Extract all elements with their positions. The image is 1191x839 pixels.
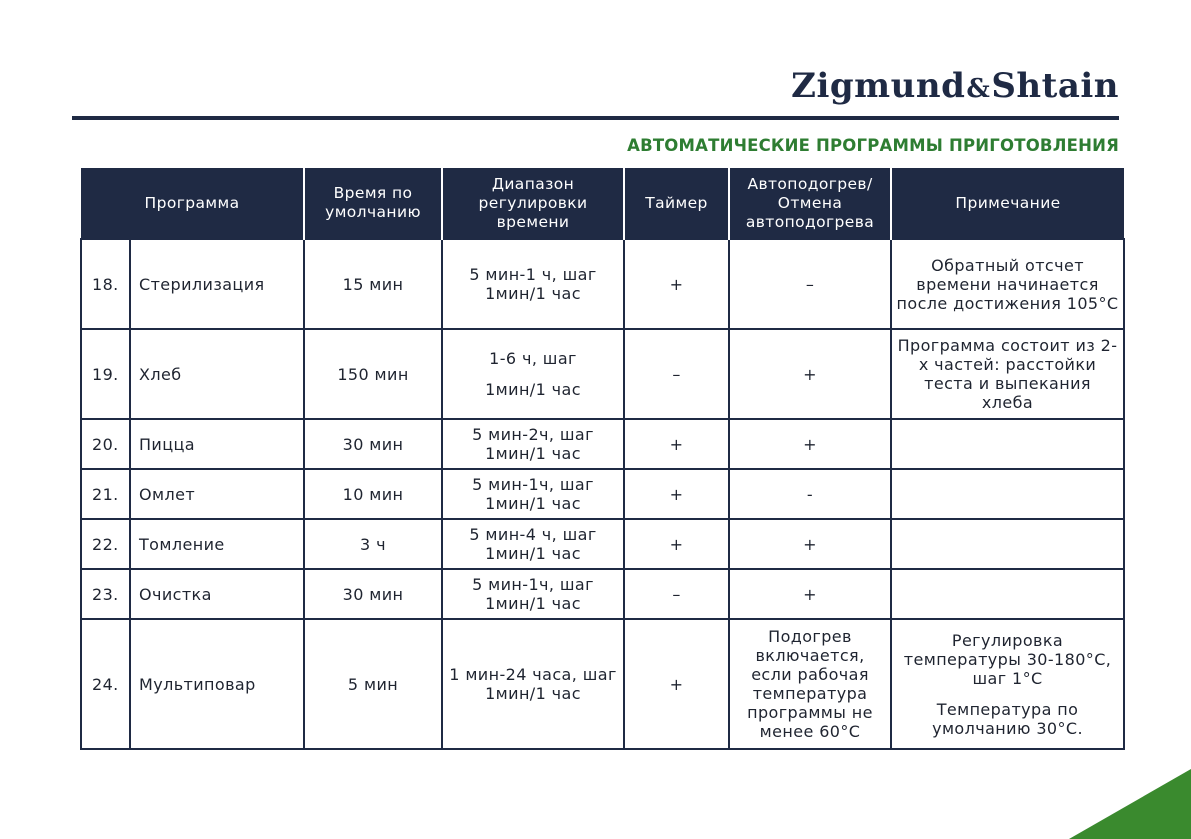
autoheat-flag: + (729, 329, 891, 419)
program-name: Омлет (130, 469, 304, 519)
time-range-text: 1 мин-24 часа, шаг 1мин/1 час (449, 665, 617, 703)
note-text-2: Температура по умолчанию 30°C. (932, 699, 1083, 738)
row-number: 19. (81, 329, 130, 419)
time-range (442, 469, 624, 519)
time-range (442, 519, 624, 569)
table-row (81, 619, 1124, 749)
row-number: 24. (81, 619, 130, 749)
program-name: Томление (130, 519, 304, 569)
header-default-time: Время по умолчанию (304, 168, 442, 239)
program-name: Пицца (130, 419, 304, 469)
time-range-text-2: 1мин/1 час (485, 380, 581, 399)
timer-flag: + (624, 519, 729, 569)
time-range-text: 5 мин-4 ч, шаг 1мин/1 час (469, 525, 597, 563)
row-number: 21. (81, 469, 130, 519)
table-header-row (81, 168, 1124, 239)
autoheat-flag: – (729, 239, 891, 329)
header-program: Программа (81, 168, 304, 239)
time-range (442, 239, 624, 329)
header-autoheat: Автоподогрев/ Отмена автоподогрева (729, 168, 891, 239)
note-text: Программа состоит из 2-х частей: расстойки теста и выпекания хлеба (897, 336, 1118, 412)
note-text: Обратный отсчет времени начинается после достижения 105°C (896, 255, 1119, 313)
note-text: Регулировка температуры 30-180°C, шаг 1°C (903, 630, 1112, 688)
timer-flag: – (624, 569, 729, 619)
table-row (81, 239, 1124, 329)
table-row (81, 419, 1124, 469)
time-range (442, 329, 624, 419)
table-row (81, 569, 1124, 619)
timer-flag: + (624, 469, 729, 519)
note (891, 569, 1124, 619)
time-range-text: 5 мин-1 ч, шаг 1мин/1 час (469, 265, 597, 303)
table-row (81, 519, 1124, 569)
time-range (442, 419, 624, 469)
program-name: Хлеб (130, 329, 304, 419)
time-range-text: 1-6 ч, шаг (489, 349, 577, 368)
default-time: 15 мин (304, 239, 442, 329)
header-range: Диапазон регулировки времени (442, 168, 624, 239)
program-name: Очистка (130, 569, 304, 619)
default-time: 30 мин (304, 569, 442, 619)
note (891, 419, 1124, 469)
note (891, 329, 1124, 419)
autoheat-flag: - (729, 469, 891, 519)
program-name: Стерилизация (130, 239, 304, 329)
timer-flag: + (624, 239, 729, 329)
autoheat-flag: + (729, 419, 891, 469)
autoheat-flag: + (729, 569, 891, 619)
time-range-text: 5 мин-2ч, шаг 1мин/1 час (472, 425, 594, 463)
brand-name-left: Zigmund (791, 66, 966, 106)
default-time: 3 ч (304, 519, 442, 569)
table-row (81, 469, 1124, 519)
time-range (442, 619, 624, 749)
default-time: 5 мин (304, 619, 442, 749)
header-timer: Таймер (624, 168, 729, 239)
time-range (442, 569, 624, 619)
note (891, 519, 1124, 569)
header-note: Примечание (891, 168, 1124, 239)
default-time: 10 мин (304, 469, 442, 519)
row-number: 23. (81, 569, 130, 619)
row-number: 18. (81, 239, 130, 329)
autoheat-flag: + (729, 519, 891, 569)
timer-flag: + (624, 419, 729, 469)
note (891, 469, 1124, 519)
program-name: Мультиповар (130, 619, 304, 749)
time-range-text: 5 мин-1ч, шаг 1мин/1 час (472, 575, 594, 613)
default-time: 30 мин (304, 419, 442, 469)
note (891, 239, 1124, 329)
programs-table (80, 168, 1125, 750)
row-number: 20. (81, 419, 130, 469)
brand-name-right: Shtain (991, 66, 1119, 106)
timer-flag: + (624, 619, 729, 749)
section-title: АВТОМАТИЧЕСКИЕ ПРОГРАММЫ ПРИГОТОВЛЕНИЯ (627, 136, 1119, 155)
timer-flag: – (624, 329, 729, 419)
header-rule (72, 116, 1119, 120)
corner-decoration (1069, 769, 1191, 839)
brand-logo (791, 66, 1119, 106)
row-number: 22. (81, 519, 130, 569)
time-range-text: 5 мин-1ч, шаг 1мин/1 час (472, 475, 594, 513)
note (891, 619, 1124, 749)
table-row (81, 329, 1124, 419)
default-time: 150 мин (304, 329, 442, 419)
autoheat-flag: Подогрев включается, если рабочая температура программы не менее 60°C (729, 619, 891, 749)
brand-ampersand: & (966, 74, 991, 104)
